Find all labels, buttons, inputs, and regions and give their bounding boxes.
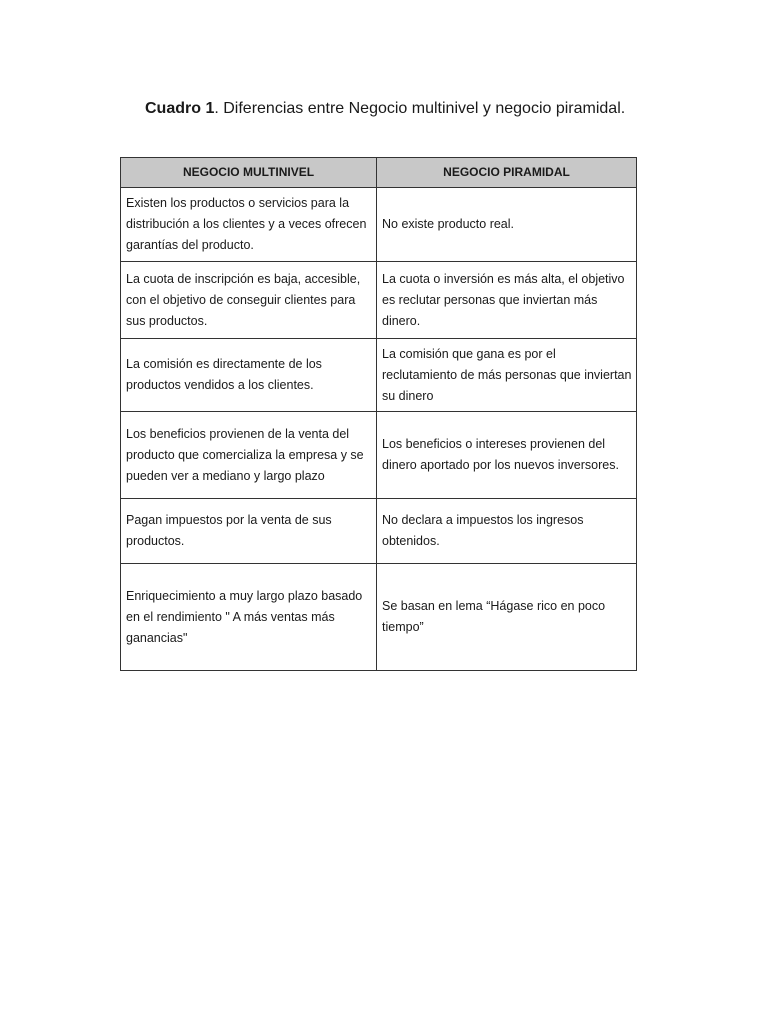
- cell-piramidal: No existe producto real.: [377, 188, 637, 262]
- table-row: [121, 499, 637, 564]
- cell-piramidal: Los beneficios o intereses provienen del dinero aportado por los nuevos inversores.: [377, 412, 637, 499]
- table-header-row: [121, 158, 637, 188]
- cell-piramidal: La cuota o inversión es más alta, el objetivo es reclutar personas que inviertan más dinero.: [377, 262, 637, 339]
- cell-piramidal: La comisión que gana es por el reclutamiento de más personas que inviertan su dinero: [377, 339, 637, 412]
- cell-multinivel: Enriquecimiento a muy largo plazo basado en el rendimiento " A más ventas más ganancias": [121, 564, 377, 671]
- cell-multinivel: La comisión es directamente de los productos vendidos a los clientes.: [121, 339, 377, 412]
- table-row: [121, 262, 637, 339]
- comparison-table: [120, 157, 637, 671]
- table-row: [121, 412, 637, 499]
- cell-multinivel: La cuota de inscripción es baja, accesible, con el objetivo de conseguir clientes para sus productos.: [121, 262, 377, 339]
- table-row: [121, 564, 637, 671]
- cell-multinivel: Existen los productos o servicios para la distribución a los clientes y a veces ofrecen garantías del producto.: [121, 188, 377, 262]
- cell-multinivel: Los beneficios provienen de la venta del producto que comercializa la empresa y se pueden ver a mediano y largo plazo: [121, 412, 377, 499]
- table-row: [121, 188, 637, 262]
- cell-multinivel: Pagan impuestos por la venta de sus productos.: [121, 499, 377, 564]
- header-multinivel: NEGOCIO MULTINIVEL: [121, 158, 377, 188]
- cell-piramidal: No declara a impuestos los ingresos obtenidos.: [377, 499, 637, 564]
- table-row: [121, 339, 637, 412]
- header-piramidal: NEGOCIO PIRAMIDAL: [377, 158, 637, 188]
- caption-label: Cuadro 1: [145, 100, 215, 117]
- cell-piramidal: Se basan en lema “Hágase rico en poco tiempo”: [377, 564, 637, 671]
- table-caption: [145, 100, 625, 118]
- caption-text: . Diferencias entre Negocio multinivel y negocio piramidal.: [214, 100, 626, 117]
